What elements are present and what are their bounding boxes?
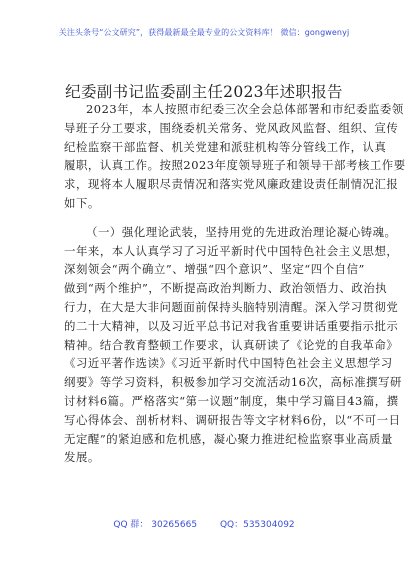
paragraph-line: 纲要》等学习资料，积极参加学习交流活动16次，高标准撰写研 [64, 375, 402, 390]
paragraph-line: 行力，在大是大非问题面前保持头脑特别清醒。深入学习贯彻党 [64, 299, 399, 314]
paragraph-line: 精神。结合教育整顿工作要求，认真研读了《论党的自我革命》 [64, 337, 399, 352]
paragraph-line: 深刻领会“两个确立”、增强“四个意识”、坚定“四个自信” [64, 262, 365, 277]
paragraph-line: 发展。 [64, 450, 100, 465]
paragraph-line: 一年来，本人认真学习了习近平新时代中国特色社会主义思想， [64, 243, 399, 258]
paragraph-line: 讨材料6篇。严格落实“第一议题”制度，集中学习篇目43篇，撰 [64, 393, 399, 408]
paragraph-line: 纪检监察干部监督、机关党建和派驻机构等分管线工作，认真 [64, 139, 387, 154]
paragraph-line: 履职，认真工作。按照2023年度领导班子和领导干部考核工作要 [64, 158, 406, 173]
section-heading: （一）强化理论武装，坚持用党的先进政治理论凝心铸魂。 [86, 224, 397, 239]
paragraph-line: 如下。 [64, 195, 100, 210]
paragraph-line: 《习近平著作选读》《习近平新时代中国特色社会主义思想学习 [64, 356, 393, 371]
paragraph-line: 无定醒”的紧迫感和危机感，凝心聚力推进纪检监察事业高质量 [64, 431, 393, 446]
document-title: 纪委副书记监委副主任2023年述职报告 [65, 83, 343, 101]
qq-group-text[interactable]: QQ 群： 30265665 [113, 520, 198, 530]
qq-text[interactable]: QQ：535304092 [219, 520, 295, 530]
paragraph-line: 做到“两个维护”，不断提高政治判断力、政治领悟力、政治执 [64, 281, 388, 296]
paragraph-line: 2023年，本人按照市纪委三次全会总体部署和市纪委监委领 [86, 102, 404, 116]
paragraph-line: 求，现将本人履职尽责情况和落实党风廉政建设责任制情况汇报 [64, 177, 399, 192]
paragraph-line: 导班子分工要求，围绕委机关常务、党风政风监督、组织、宣传 [64, 120, 399, 135]
paragraph-line: 写心得体会、剖析材料、调研报告等文字材料6份，以“不可一日 [64, 412, 401, 427]
header-banner[interactable]: 关注头条号“公文研究”，获得最新最全最专业的公文资料库！ 微信：gongwenyj [58, 28, 350, 37]
paragraph-line: 的二十大精神，以及习近平总书记对我省重要讲话重要指示批示 [64, 318, 399, 333]
document-body [64, 100, 406, 467]
footer-contact [0, 517, 408, 530]
